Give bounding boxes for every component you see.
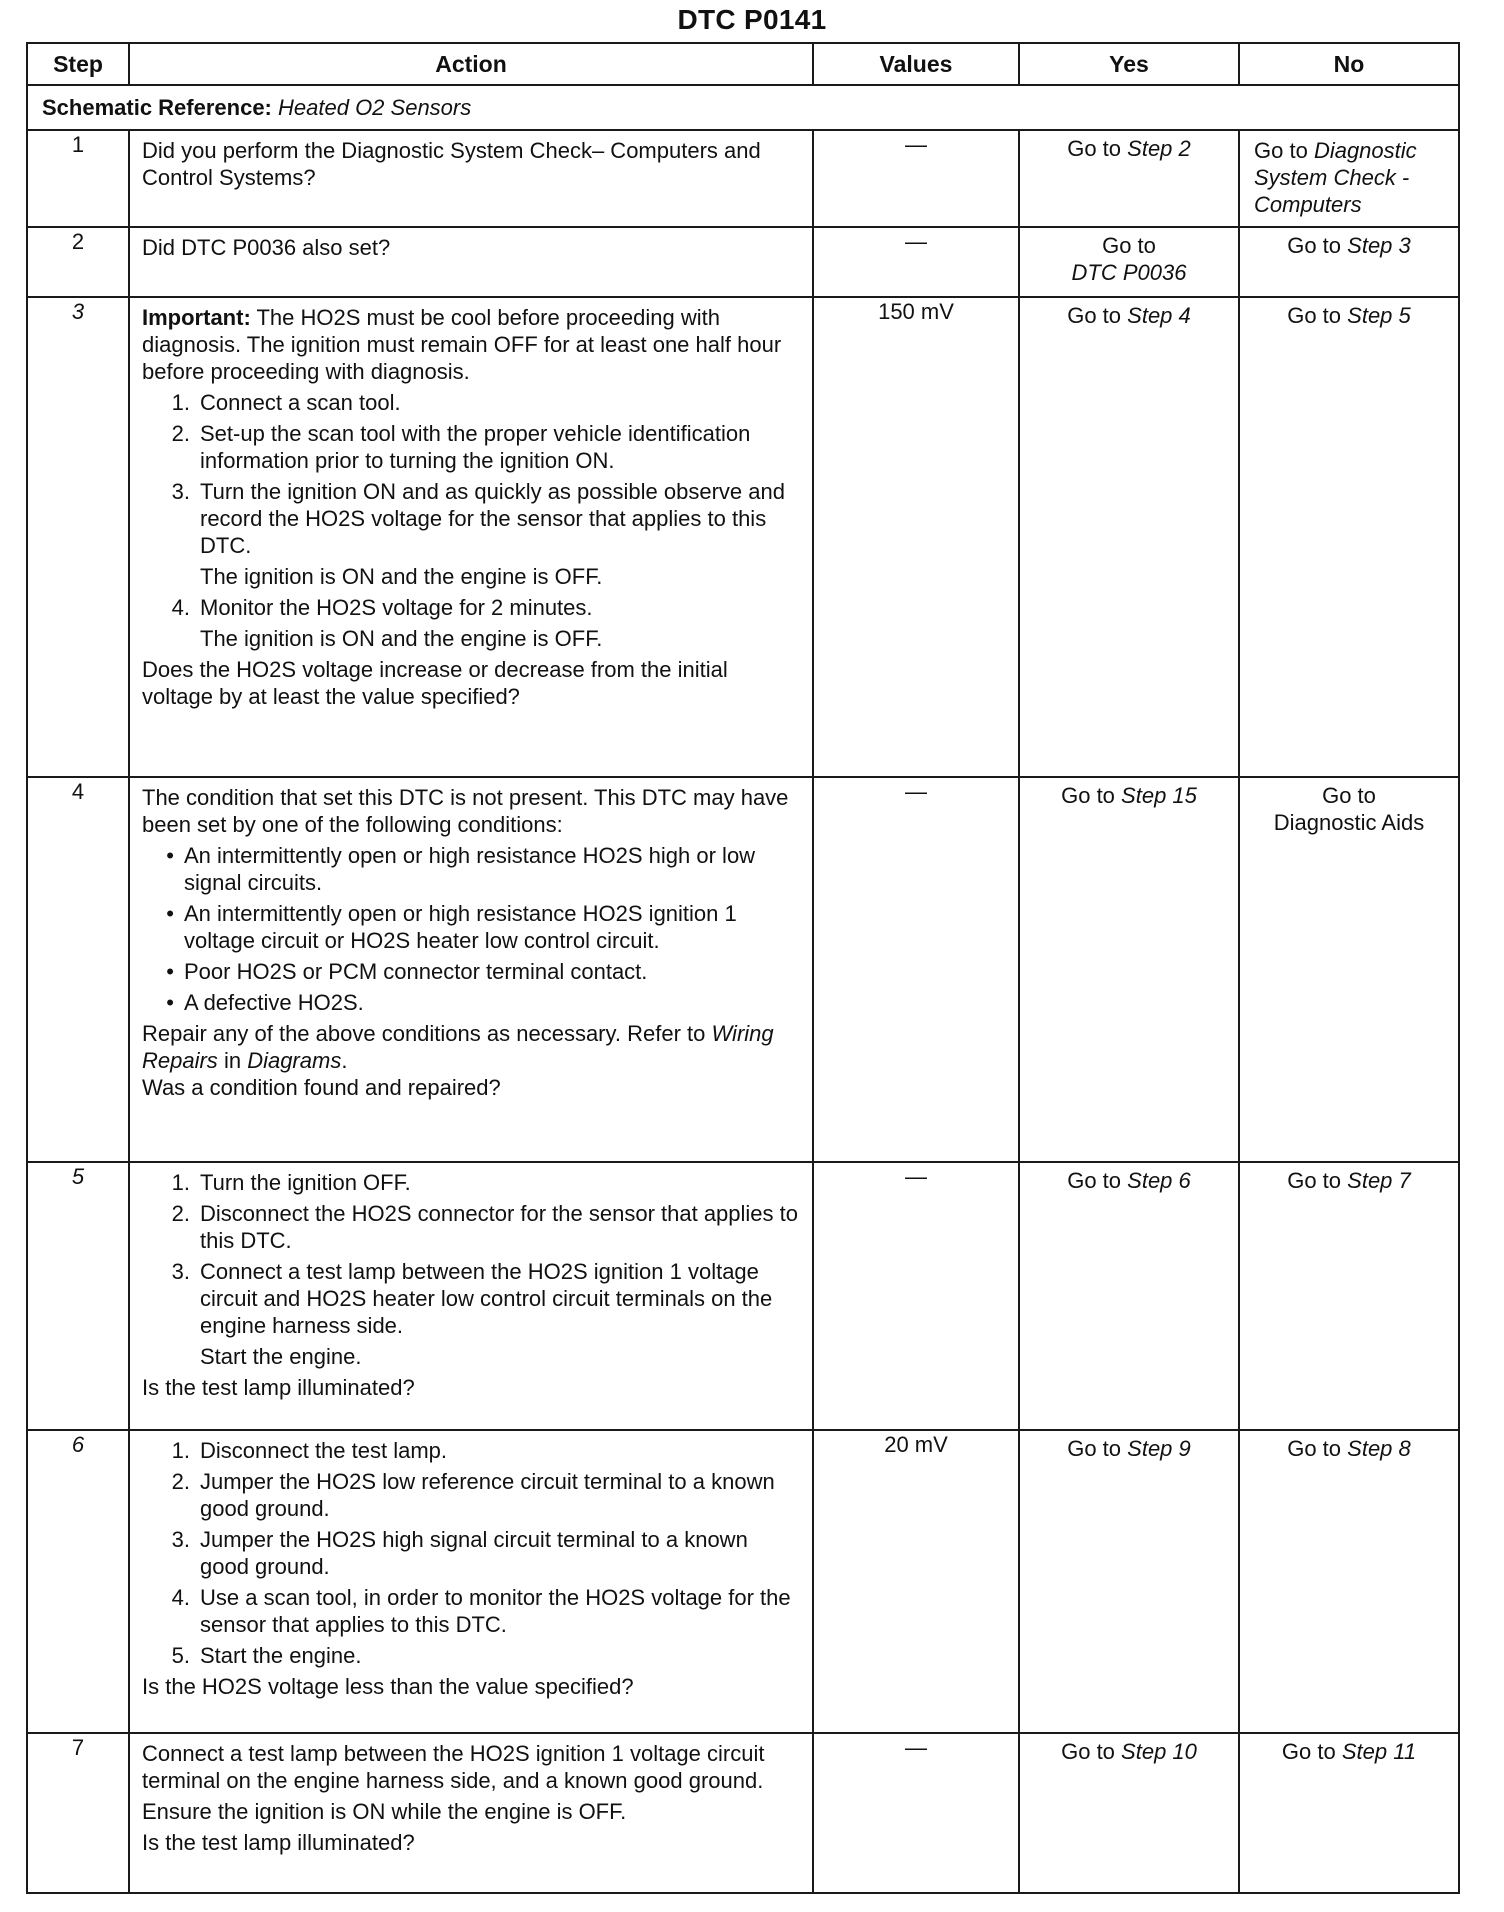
step-index: 2. bbox=[171, 421, 190, 446]
no-prefix: Go to bbox=[1322, 783, 1376, 808]
table-row bbox=[27, 130, 1459, 227]
yes-prefix: Go to bbox=[1067, 1436, 1122, 1461]
important-text: The HO2S must be cool before proceeding with diagnosis. The ignition must remain OFF for at least one half hour before proceeding with diagnosis. bbox=[142, 305, 782, 384]
action-question: Is the HO2S voltage less than the value specified? bbox=[142, 1674, 634, 1699]
step-text: Start the engine. bbox=[200, 1643, 362, 1668]
no-prefix: Go to bbox=[1287, 1168, 1342, 1193]
action-question: Is the test lamp illuminated? bbox=[142, 1375, 415, 1400]
action-step bbox=[142, 1200, 802, 1254]
step-text: Turn the ignition ON and as quickly as possible observe and record the HO2S voltage for the sensor that applies to this DTC. bbox=[200, 479, 785, 558]
no-prefix: Go to bbox=[1281, 1739, 1336, 1764]
condition-bullet bbox=[142, 900, 802, 954]
page-title: DTC P0141 bbox=[677, 4, 827, 35]
values-cell: 20 mV bbox=[813, 1430, 1019, 1733]
step-index: 1. bbox=[171, 1170, 190, 1195]
no-cell bbox=[1239, 777, 1459, 1162]
no-link[interactable]: Step 11 bbox=[1341, 1739, 1417, 1764]
no-cell bbox=[1239, 297, 1459, 777]
no-link[interactable]: Step 3 bbox=[1347, 233, 1411, 258]
step-text: Turn the ignition OFF. bbox=[200, 1170, 411, 1195]
action-step bbox=[142, 1526, 802, 1580]
step-text: Jumper the HO2S low reference circuit terminal to a known good ground. bbox=[200, 1469, 775, 1521]
action-cell bbox=[129, 1430, 813, 1733]
no-prefix: Go to bbox=[1287, 303, 1342, 328]
step-text: Disconnect the HO2S connector for the sensor that applies to this DTC. bbox=[200, 1201, 798, 1253]
values-cell: — bbox=[813, 130, 1019, 227]
header-no: No bbox=[1239, 43, 1459, 85]
yes-link[interactable]: Step 6 bbox=[1127, 1168, 1191, 1193]
step-number: 6 bbox=[27, 1430, 129, 1733]
no-link[interactable]: Step 8 bbox=[1347, 1436, 1411, 1461]
step-text: Disconnect the test lamp. bbox=[200, 1438, 448, 1463]
action-cell bbox=[129, 1162, 813, 1430]
bullet-text: An intermittently open or high resistance HO2S ignition 1 voltage circuit or HO2S heater low control circuit. bbox=[184, 901, 737, 953]
action-step bbox=[142, 389, 802, 416]
step-index: 2. bbox=[171, 1201, 190, 1226]
header-values: Values bbox=[813, 43, 1019, 85]
table-row bbox=[27, 1733, 1459, 1893]
yes-link[interactable]: Step 9 bbox=[1127, 1436, 1191, 1461]
values-cell: — bbox=[813, 227, 1019, 297]
table-row bbox=[27, 297, 1459, 777]
repair-instruction bbox=[142, 1020, 802, 1074]
step-text: Connect a scan tool. bbox=[200, 390, 401, 415]
table-row bbox=[27, 227, 1459, 297]
no-link[interactable]: Diagnostic bbox=[1313, 138, 1417, 163]
schematic-label: Schematic Reference: bbox=[42, 95, 272, 120]
action-question: Does the HO2S voltage increase or decrease from the initial voltage by at least the value specified? bbox=[142, 657, 728, 709]
action-step bbox=[142, 1437, 802, 1464]
action-step bbox=[142, 1584, 802, 1638]
step-number: 4 bbox=[27, 777, 129, 1162]
important-label: Important: bbox=[142, 305, 251, 330]
action-step bbox=[142, 1258, 802, 1339]
repair-text: Repair any of the above conditions as necessary. Refer to bbox=[142, 1021, 706, 1046]
action-step bbox=[142, 1169, 802, 1196]
no-link[interactable]: Computers bbox=[1254, 192, 1362, 217]
step-number: 5 bbox=[27, 1162, 129, 1430]
step-index: 1. bbox=[171, 390, 190, 415]
step-note: The ignition is ON and the engine is OFF. bbox=[200, 626, 603, 651]
action-cell bbox=[129, 130, 813, 227]
yes-prefix: Go to bbox=[1061, 783, 1115, 808]
yes-link[interactable]: Step 4 bbox=[1127, 303, 1191, 328]
no-link[interactable]: System Check - bbox=[1254, 165, 1410, 190]
action-question: Was a condition found and repaired? bbox=[142, 1075, 501, 1100]
yes-link[interactable]: DTC P0036 bbox=[1071, 260, 1187, 285]
step-note: Ensure the ignition is ON while the engine is OFF. bbox=[142, 1799, 627, 1824]
bullet-text: An intermittently open or high resistance HO2S high or low signal circuits. bbox=[184, 843, 756, 895]
no-link[interactable]: Step 7 bbox=[1347, 1168, 1411, 1193]
diagrams-link[interactable]: Diagrams bbox=[247, 1048, 342, 1073]
step-index: 3. bbox=[171, 1527, 190, 1552]
step-index: 1. bbox=[171, 1438, 190, 1463]
table-row bbox=[27, 777, 1459, 1162]
values-cell: — bbox=[813, 1733, 1019, 1893]
header-row bbox=[27, 43, 1459, 85]
yes-link[interactable]: Step 10 bbox=[1121, 1739, 1197, 1764]
step-text: Monitor the HO2S voltage for 2 minutes. bbox=[200, 595, 593, 620]
important-note bbox=[142, 304, 802, 385]
yes-cell bbox=[1019, 1162, 1239, 1430]
no-prefix: Go to bbox=[1287, 1436, 1342, 1461]
diagnostic-table bbox=[26, 42, 1460, 1894]
action-cell bbox=[129, 227, 813, 297]
no-cell bbox=[1239, 1430, 1459, 1733]
step-index: 2. bbox=[171, 1469, 190, 1494]
step-note: The ignition is ON and the engine is OFF. bbox=[200, 564, 603, 589]
step-number: 7 bbox=[27, 1733, 129, 1893]
condition-bullet bbox=[142, 958, 802, 985]
bullet-icon: • bbox=[166, 990, 174, 1015]
no-cell bbox=[1239, 1162, 1459, 1430]
action-cell bbox=[129, 1733, 813, 1893]
repair-text: . bbox=[341, 1048, 348, 1073]
wiring-repairs-link[interactable]: Wiring Repairs bbox=[142, 1021, 774, 1073]
bullet-icon: • bbox=[166, 901, 174, 926]
step-number: 1 bbox=[27, 130, 129, 227]
yes-link[interactable]: Step 2 bbox=[1127, 136, 1191, 161]
yes-prefix: Go to bbox=[1102, 233, 1156, 258]
bullet-icon: • bbox=[166, 959, 174, 984]
schematic-row bbox=[27, 85, 1459, 130]
step-index: 4. bbox=[171, 1585, 190, 1610]
yes-cell bbox=[1019, 130, 1239, 227]
bullet-icon: • bbox=[166, 843, 174, 868]
action-step bbox=[142, 478, 802, 559]
yes-cell bbox=[1019, 777, 1239, 1162]
action-step bbox=[142, 594, 802, 621]
header-step: Step bbox=[27, 43, 129, 85]
repair-text: in bbox=[223, 1048, 242, 1073]
yes-cell bbox=[1019, 1430, 1239, 1733]
schematic-value: Heated O2 Sensors bbox=[278, 95, 472, 120]
bullet-text: A defective HO2S. bbox=[184, 990, 364, 1015]
no-link[interactable]: Step 5 bbox=[1347, 303, 1411, 328]
action-question: Did you perform the Diagnostic System Check– Computers and Control Systems? bbox=[142, 138, 761, 190]
step-note: Start the engine. bbox=[200, 1344, 362, 1369]
header-action: Action bbox=[129, 43, 813, 85]
step-text: Use a scan tool, in order to monitor the HO2S voltage for the sensor that applies to this DTC. bbox=[200, 1585, 791, 1637]
step-text: Connect a test lamp between the HO2S ignition 1 voltage circuit and HO2S heater low control circuit terminals on the engine harness side. bbox=[200, 1259, 773, 1338]
no-cell bbox=[1239, 227, 1459, 297]
values-cell: — bbox=[813, 777, 1019, 1162]
step-index: 5. bbox=[171, 1643, 190, 1668]
no-cell bbox=[1239, 130, 1459, 227]
action-question: Is the test lamp illuminated? bbox=[142, 1830, 415, 1855]
yes-link[interactable]: Step 15 bbox=[1121, 783, 1197, 808]
step-number: 2 bbox=[27, 227, 129, 297]
header-yes: Yes bbox=[1019, 43, 1239, 85]
action-question: Did DTC P0036 also set? bbox=[142, 235, 391, 260]
bullet-text: Poor HO2S or PCM connector terminal contact. bbox=[184, 959, 648, 984]
no-link[interactable]: Diagnostic Aids bbox=[1273, 810, 1425, 835]
action-cell bbox=[129, 297, 813, 777]
table-row bbox=[27, 1430, 1459, 1733]
no-prefix: Go to bbox=[1287, 233, 1342, 258]
condition-bullet bbox=[142, 842, 802, 896]
step-text: Set-up the scan tool with the proper vehicle identification information prior to turning the ignition ON. bbox=[200, 421, 751, 473]
step-text: Jumper the HO2S high signal circuit terminal to a known good ground. bbox=[200, 1527, 748, 1579]
action-step bbox=[142, 1642, 802, 1669]
step-number: 3 bbox=[27, 297, 129, 777]
action-cell bbox=[129, 777, 813, 1162]
values-cell: — bbox=[813, 1162, 1019, 1430]
yes-prefix: Go to bbox=[1061, 1739, 1115, 1764]
table-row bbox=[27, 1162, 1459, 1430]
step-index: 3. bbox=[171, 1259, 190, 1284]
step-index: 3. bbox=[171, 479, 190, 504]
action-step bbox=[142, 420, 802, 474]
action-text: Connect a test lamp between the HO2S ignition 1 voltage circuit terminal on the engine harness side, and a known good ground. bbox=[142, 1741, 765, 1793]
yes-cell bbox=[1019, 297, 1239, 777]
no-prefix: Go to bbox=[1254, 138, 1308, 163]
yes-cell bbox=[1019, 227, 1239, 297]
yes-prefix: Go to bbox=[1067, 1168, 1122, 1193]
no-cell bbox=[1239, 1733, 1459, 1893]
schematic-reference bbox=[27, 85, 1459, 130]
action-intro: The condition that set this DTC is not present. This DTC may have been set by one of the following conditions: bbox=[142, 785, 789, 837]
values-cell: 150 mV bbox=[813, 297, 1019, 777]
yes-prefix: Go to bbox=[1067, 136, 1122, 161]
yes-cell bbox=[1019, 1733, 1239, 1893]
action-step bbox=[142, 1468, 802, 1522]
condition-bullet bbox=[142, 989, 802, 1016]
step-index: 4. bbox=[171, 595, 190, 620]
yes-prefix: Go to bbox=[1067, 303, 1122, 328]
